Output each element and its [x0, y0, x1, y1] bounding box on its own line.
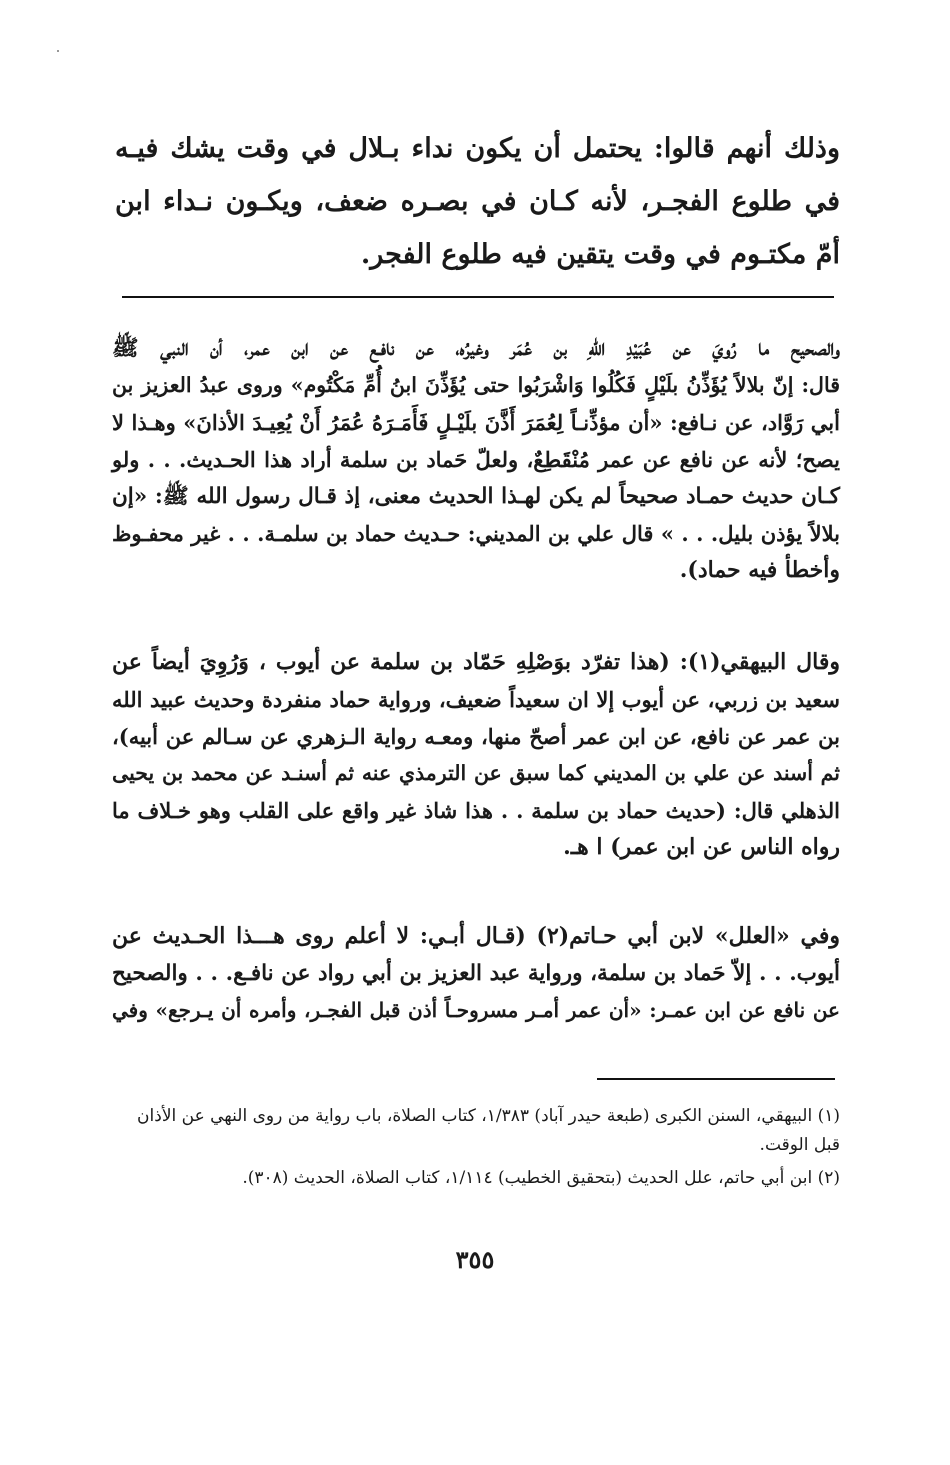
paragraph-line: عن نافع عن ابن عمـر: «أن عمر أمـر مسروحـاً أذن قبل الفجـر، وأمره أن يـرجع» وفي	[112, 998, 840, 1022]
paragraph-line: سعيد بن زربي، عن أيوب إلا ان سعيداً ضعيف، ورواية حماد منفردة وحديث عبيد الله	[112, 687, 840, 712]
quoted-paragraph-1	[112, 330, 840, 589]
paragraph-line: كـان حديث حمـاد صحيحاً لم يكن لهـذا الحديث معنى، إذ قـال رسول الله ﷺ: «إن	[112, 484, 840, 509]
paragraph-line: وفي «العلل» لابن أبي حـاتم(٢) (قـال أبـي: لا أعلم روى هـــذا الحـديث عن	[112, 923, 840, 949]
scan-speck	[57, 50, 59, 52]
paragraph-line: بن عمر عن نافع، عن ابن عمر أصحّ منها، ومعـه رواية الـزهري عن سـالم عن أبيه)،	[112, 724, 840, 749]
quoted-paragraph-2	[112, 644, 840, 866]
paragraph-line: يصح؛ لأنه عن نافع عن عمر مُنْقَطِعٌ، ولعلّ حَماد بن سلمة أراد هذا الحـديث. . . ولو	[112, 447, 840, 472]
footnote-1: (١) البيهقي، السنن الكبرى (طبعة حيدر آباد) ١/٣٨٣، كتاب الصلاة، باب رواية من روى النهي عن الأذان قبل الوقت.	[137, 1106, 840, 1155]
paragraph-line: ثم أسند عن علي بن المديني كما سبق عن الترمذي عنه ثم أسنـد عن محمد بن يحيى	[112, 761, 840, 785]
paragraph-line: رواه الناس عن ابن عمر) ا هـ.	[563, 834, 840, 860]
paragraph-line: قال: إنّ بلالاً يُؤَذِّنُ بلَيْلٍ فَكُلُوا وَاشْرَبُوا حتى يُؤَذِّنَ ابنُ أُمِّ مَكْتُوم» وروى عبدُ العزيز بن	[112, 373, 840, 397]
page-number: ٣٥٥	[455, 1245, 495, 1274]
paragraph-line: أبي رَوَّاد، عن نـافع: «أن مؤذِّنـاً لِعُمَرَ أَذَّنَ بلَيْـلٍ فَأَمَـرَهُ عُمَرُ أَنْ يُعِيـدَ الأذانَ» وهـذا لا	[112, 410, 840, 435]
main-separator-rule	[122, 296, 834, 298]
paragraph-line: وأخطأ فيه حماد).	[679, 557, 840, 583]
footnotes	[112, 1102, 840, 1197]
paragraph-line: الذهلي قال: (حديث حماد بن سلمة . . هذا شاذ غير واقع على القلب وهو خـلاف ما	[112, 798, 840, 823]
main-text-paragraph: وذلك أنهم قالوا: يحتمل أن يكون نداء بـلال في وقت يشك فيـه في طلوع الفجـر، لأنه كـان في بصـره ضعف، ويكـون نـداء ابن أمّ مكتـوم في وقت يتقين فيه طلوع الفجر.	[115, 133, 840, 270]
footnote-separator-rule	[597, 1078, 835, 1080]
footnote-2: (٢) ابن أبي حاتم، علل الحديث (بتحقيق الخطيب) ١/١١٤، كتاب الصلاة، الحديث (٣٠٨).	[242, 1168, 840, 1188]
paragraph-line: وقال البيهقي(١): (هذا تفرّد بوَصْلِهِ حَمّاد بن سلمة عن أيوب ، وَرُوِيَ أيضاً عن	[112, 649, 840, 675]
paragraph-line: والصحيح ما رُويَ عن عُبَيْدِ اللهِ بن عُمَر وغيرُه، عن نافـع عن ابن عمر، أن النبي ﷺ	[112, 335, 840, 361]
quoted-paragraph-3	[112, 918, 840, 1029]
paragraph-line: أيوب. . . إلاّ حَماد بن سلمة، ورواية عبد العزيز بن أبي رواد عن نافـع. . . والصحيح	[112, 961, 840, 986]
paragraph-line: بلالاً يؤذن بليل. . . » قال علي بن المديني: حـديث حماد بن سلمـة. . . غير محفـوظ	[112, 521, 840, 546]
